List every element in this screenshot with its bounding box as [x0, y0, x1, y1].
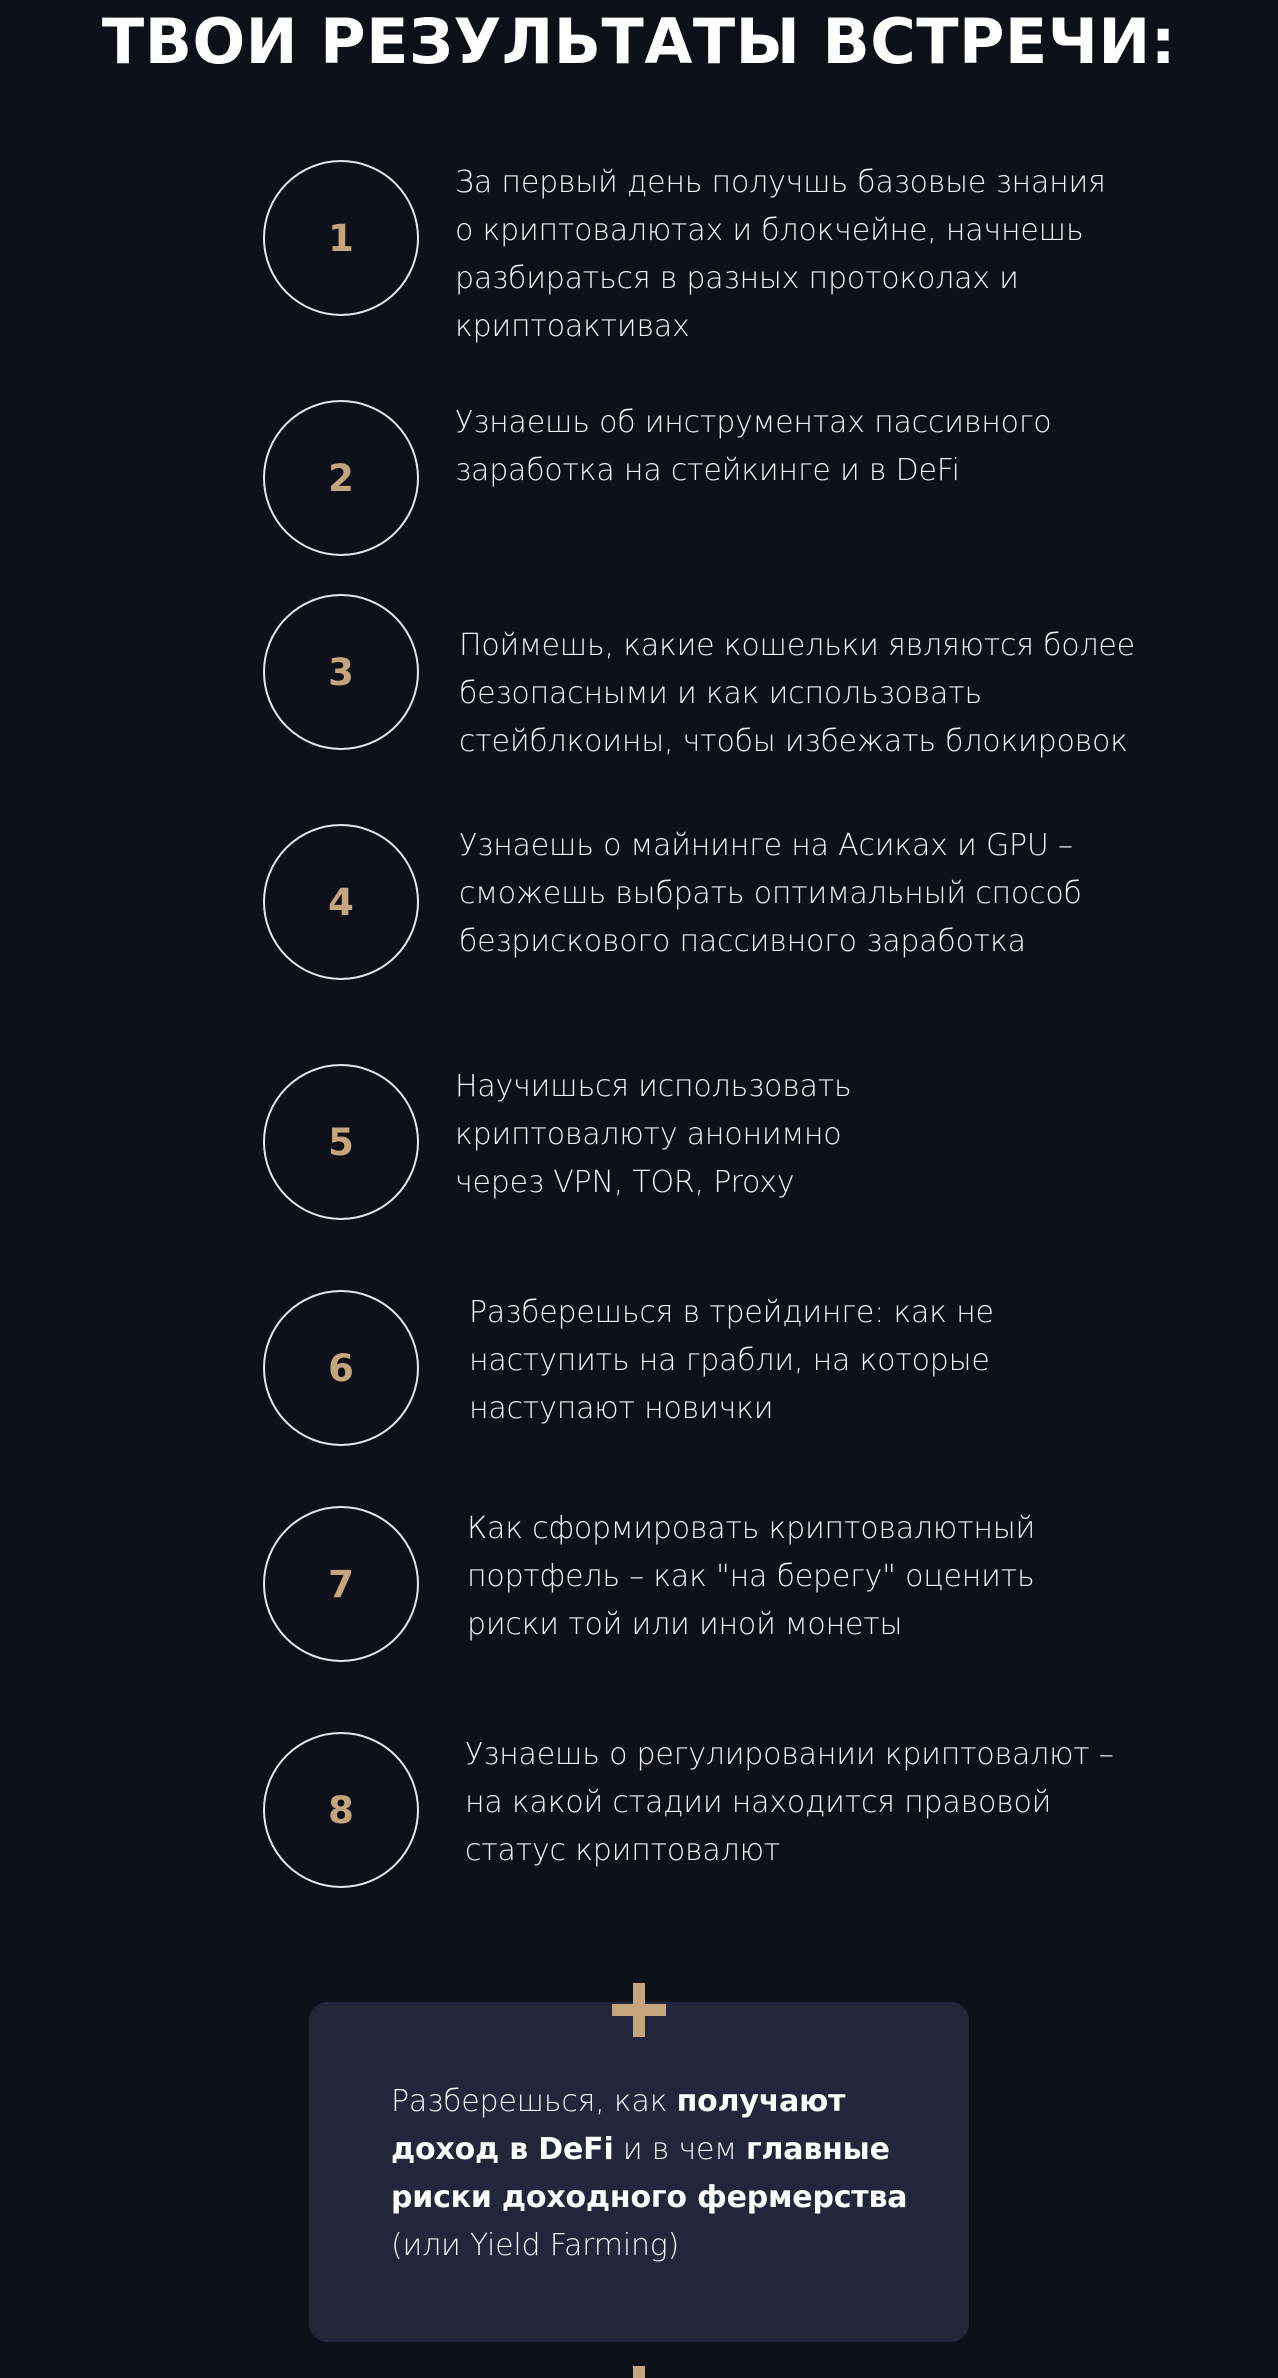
bonus-card: [309, 2002, 969, 2342]
result-text: Узнаешь о майнинге на Асиках и GPU – сможешь выбрать оптимальный способ безрискового пассивного заработка: [459, 828, 1082, 959]
page-title: ТВОИ РЕЗУЛЬТАТЫ ВСТРЕЧИ:: [101, 5, 1177, 78]
result-number-badge: 4: [263, 824, 419, 980]
result-number-badge: 7: [263, 1506, 419, 1662]
plus-icon: [612, 1983, 666, 2037]
bonus-text: [391, 2078, 931, 2270]
bonus-text-part: Разберешься, как: [391, 2084, 677, 2119]
bonus-text-part: и в чем: [613, 2132, 747, 2167]
plus-icon-partial: [633, 2366, 645, 2378]
result-number-badge: 1: [263, 160, 419, 316]
bonus-highlight: главные риски доходного фермерства: [391, 2132, 908, 2215]
result-text: За первый день получшь базовые знания о криптовалютах и блокчейне, начнешь разбираться в разных протоколах и криптоактивах: [455, 165, 1106, 344]
result-number-badge: 3: [263, 594, 419, 750]
result-text: Поймешь, какие кошельки являются более безопасными и как использовать стейблкоины, чтобы избежать блокировок: [459, 628, 1135, 759]
bonus-text-part: (или Yield Farming): [391, 2228, 680, 2263]
result-text: Разберешься в трейдинге: как не наступить на грабли, на которые наступают новички: [469, 1295, 994, 1426]
bonus-highlight: получают доход в DeFi: [391, 2084, 846, 2167]
result-text: Научишься использовать криптовалюту анонимно через VPN, TOR, Proxy: [455, 1069, 852, 1200]
result-text: Узнаешь об инструментах пассивного заработка на стейкинге и в DeFi: [455, 405, 1052, 488]
result-number-badge: 5: [263, 1064, 419, 1220]
result-text: Как сформировать криптовалютный портфель – как "на берегу" оценить риски той или иной монеты: [467, 1511, 1036, 1642]
result-text: Узнаешь о регулировании криптовалют – на какой стадии находится правовой статус криптовалют: [465, 1737, 1114, 1868]
result-number-badge: 2: [263, 400, 419, 556]
result-number-badge: 6: [263, 1290, 419, 1446]
result-number-badge: 8: [263, 1732, 419, 1888]
